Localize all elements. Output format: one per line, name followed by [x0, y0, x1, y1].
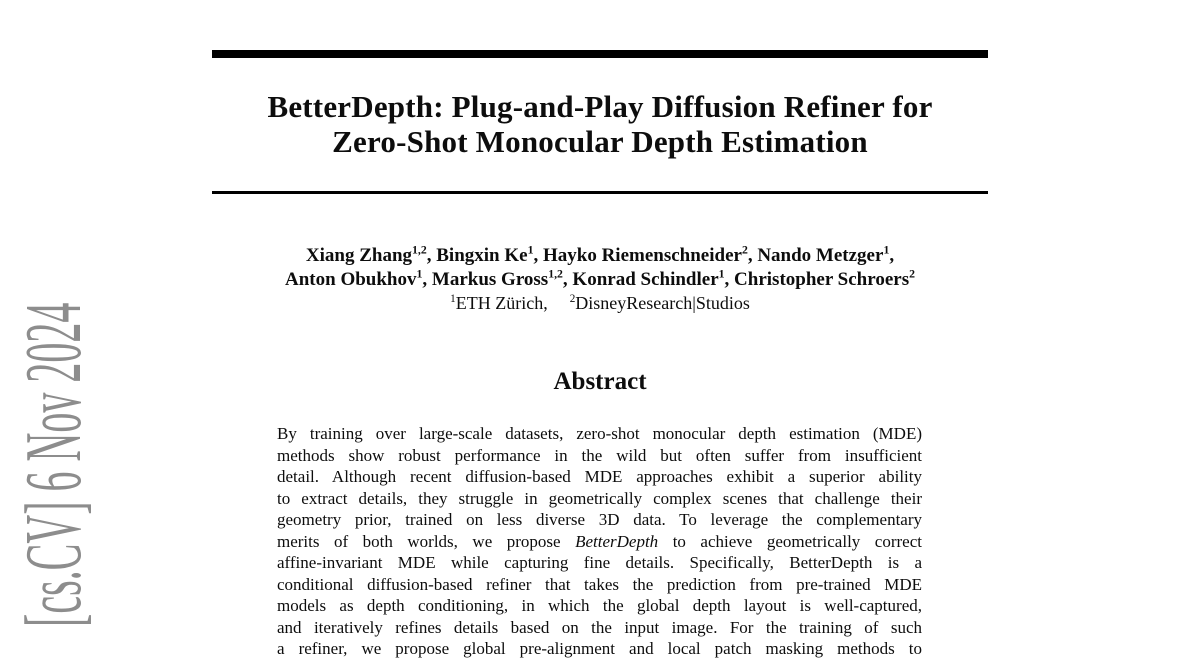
arxiv-watermark-text: [cs.CV] 6 Nov 2024 [8, 302, 98, 627]
paper-title-line1: BetterDepth: Plug-and-Play Diffusion Refiner for [267, 89, 933, 124]
affiliation-item [570, 293, 750, 313]
author-affiliation-superscript: 1 [416, 267, 423, 281]
author-separator: , [533, 245, 543, 266]
author-name: Xiang Zhang [305, 245, 413, 266]
author-name: Anton Obukhov [285, 268, 417, 290]
affiliation-item [450, 293, 548, 313]
abstract-line [277, 531, 922, 553]
author-list-line1 [162, 244, 1038, 268]
arxiv-watermark [8, 302, 98, 627]
affiliation-name: DisneyResearch|Studios [575, 293, 750, 313]
author-name: Bingxin Ke [436, 245, 528, 266]
abstract-text-segment: to achieve geometrically correct [658, 531, 922, 551]
abstract-body [277, 423, 922, 660]
abstract-line: methods show robust performance in the wild but often suffer from insufficient [277, 445, 922, 465]
author-separator: , [426, 245, 437, 266]
abstract-line: to extract details, they struggle in geometrically complex scenes that challenge their [277, 488, 922, 508]
author-name: Markus Gross [431, 268, 549, 290]
author-affiliation-superscript: 2 [741, 243, 748, 257]
author-name: Konrad Schindler [572, 268, 719, 290]
paper-title-line2: Zero-Shot Monocular Depth Estimation [332, 124, 868, 159]
title-rule-top [212, 50, 988, 58]
affiliation-name: ETH Zürich, [455, 293, 548, 313]
abstract-line: affine-invariant MDE while capturing fine details. Specifically, BetterDepth is a [277, 553, 922, 572]
author-name: Nando Metzger [757, 245, 884, 266]
author-affiliation-superscript: 2 [909, 267, 915, 281]
abstract-line: By training over large-scale datasets, zero-shot monocular depth estimation (MDE) [277, 424, 922, 443]
author-separator: , [562, 268, 573, 290]
author-separator: , [422, 268, 432, 290]
author-block [162, 244, 1038, 316]
paper-title [212, 89, 988, 159]
affiliation-superscript: 1 [450, 293, 456, 305]
author-separator: , [747, 245, 758, 266]
abstract-line: models as depth conditioning, in which the global depth layout is well-captured, [277, 596, 922, 615]
abstract-line: geometry prior, trained on less diverse 3D data. To leverage the complementary [277, 510, 922, 529]
author-affiliation-superscript: 1 [718, 267, 725, 281]
author-affiliation-superscript: 1 [883, 243, 890, 257]
author-separator: , [724, 268, 735, 290]
abstract-line: a refiner, we propose global pre-alignment and local patch masking methods to [277, 639, 922, 658]
title-rule-bottom [212, 191, 988, 194]
author-affiliation-superscript: 1,2 [412, 243, 427, 257]
author-affiliation-superscript: 1,2 [548, 267, 563, 281]
abstract-line: and iteratively refines details based on the input image. For the training of such [277, 617, 922, 637]
author-separator: , [889, 245, 895, 266]
abstract-line: detail. Although recent diffusion-based MDE approaches exhibit a superior ability [277, 467, 922, 486]
affiliation-superscript: 2 [569, 293, 576, 305]
abstract-heading: Abstract [553, 368, 647, 395]
author-list-line2 [162, 268, 1038, 292]
author-affiliation-superscript: 1 [527, 243, 534, 257]
abstract-text-segment: merits of both worlds, we propose [277, 531, 576, 551]
abstract-line: conditional diffusion-based refiner that takes the prediction from pre-trained MDE [277, 574, 922, 594]
author-name: Christopher Schroers [734, 268, 910, 290]
abstract-italic-term: BetterDepth [575, 531, 659, 551]
affiliation-line [162, 292, 1038, 316]
author-name: Hayko Riemenschneider [542, 245, 742, 266]
